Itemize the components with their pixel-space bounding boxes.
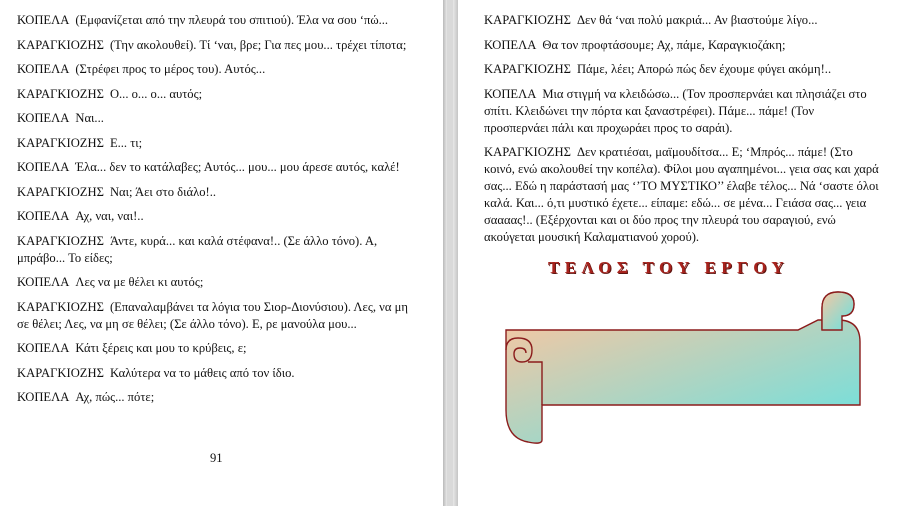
scroll-body — [506, 320, 860, 443]
speaker-name: ΚΑΡΑΓΚΙΟΖΗΣ — [484, 62, 571, 76]
dialogue-text: Αχ, ναι, ναι!.. — [75, 209, 144, 223]
dialogue-line — [17, 365, 422, 382]
speaker-name: ΚΑΡΑΓΚΙΟΖΗΣ — [17, 299, 104, 314]
dialogue-line — [484, 86, 879, 137]
speaker-name: ΚΟΠΕΛΑ — [17, 111, 70, 125]
page-number: 91 — [210, 451, 223, 465]
speaker-name: ΚΟΠΕΛΑ — [17, 390, 70, 404]
left-page — [0, 0, 443, 506]
dialogue-line — [17, 299, 422, 333]
dialogue-text: Δεν κρατιέσαι, μαϊμουδίτσα... Ε; ‘Μπρός... πάμε! (Στο κοινό, ενώ ακολουθεί την κοπέλα). Φίλοι μου αγαπημένοι... γεια σας και χαρά σας... Εδώ η παράστασή μας ‘’ΤΟ ΜΥΣΤΙΚΟ’’ έλαβε τέλος... Νά ‘σαστε όλοι καλά. Και... ό,τι μυστικό έχετε... είπαμε: εδώ... σε μένα... Γειάσα σας... γεια σαααας!.. (Εξέρχονται και οι δύο προς την πλευρά του σαραγιού, ενώ ακούγεται μουσική Καλαματιανού χορού). — [484, 145, 879, 244]
speaker-name: ΚΑΡΑΓΚΙΟΖΗΣ — [17, 365, 104, 380]
dialogue-line — [17, 208, 422, 225]
dialogue-text: (Εμφανίζεται από την πλευρά του σπιτιού). Έλα να σου ‘πώ... — [75, 13, 389, 27]
dialogue-line — [17, 61, 422, 78]
dialogue-line — [17, 340, 422, 357]
speaker-name: ΚΑΡΑΓΚΙΟΖΗΣ — [17, 86, 104, 101]
dialogue-text: Ε... τι; — [109, 135, 143, 150]
dialogue-line — [17, 159, 422, 176]
dialogue-line — [17, 37, 422, 54]
dialogue-text: Θα τον προφτάσουμε; Αχ, πάμε, Καραγκιοζάκη; — [542, 37, 786, 52]
dialogue-text: Ναι; Άει στο διάλο!.. — [109, 184, 217, 199]
dialogue-line — [17, 233, 422, 267]
dialogue-text: Πάμε, λέει; Απορώ πώς δεν έχουμε φύγει ακόμη!.. — [576, 62, 832, 76]
speaker-name: ΚΑΡΑΓΚΙΟΖΗΣ — [17, 135, 104, 150]
right-page-text — [484, 12, 901, 246]
dialogue-text: Ο... ο... ο... αυτός; — [109, 86, 203, 101]
the-end-title: ΤΕΛΟΣ ΤΟΥ ΕΡΓΟΥ — [548, 258, 790, 277]
dialogue-text: Αχ, πώς... πότε; — [75, 390, 155, 404]
scroll-banner-icon — [498, 290, 868, 450]
speaker-name: ΚΟΠΕΛΑ — [17, 209, 70, 223]
page-gutter-left — [443, 0, 447, 506]
dialogue-text: Έλα... δεν το κατάλαβες; Αυτός... μου... μου άρεσε αυτός, καλέ! — [75, 160, 400, 174]
speaker-name: ΚΑΡΑΓΚΙΟΖΗΣ — [17, 37, 104, 52]
dialogue-line — [484, 144, 879, 246]
speaker-name: ΚΟΠΕΛΑ — [17, 341, 70, 355]
dialogue-text: Ναι... — [75, 111, 104, 125]
speaker-name: ΚΑΡΑΓΚΙΟΖΗΣ — [484, 13, 571, 27]
dialogue-line — [17, 274, 422, 291]
right-page — [458, 0, 901, 506]
dialogue-line — [17, 86, 422, 103]
speaker-name: ΚΟΠΕΛΑ — [484, 37, 537, 52]
speaker-name: ΚΟΠΕΛΑ — [17, 13, 70, 27]
dialogue-line — [17, 12, 422, 29]
dialogue-text: Μια στιγμή να κλειδώσω... (Τον προσπερνάει και πλησιάζει στο σπίτι. Κλειδώνει την πόρτα και ξαναστρέφει). Πάμε... πάμε! (Τον προσπερνάει πάλι και προχωράει προς το σαράι). — [484, 86, 867, 135]
dialogue-line — [17, 184, 422, 201]
speaker-name: ΚΑΡΑΓΚΙΟΖΗΣ — [17, 233, 104, 248]
dialogue-line — [17, 110, 422, 127]
speaker-name: ΚΟΠΕΛΑ — [17, 160, 70, 174]
speaker-name: ΚΟΠΕΛΑ — [17, 275, 70, 289]
speaker-name: ΚΟΠΕΛΑ — [17, 62, 70, 76]
speaker-name: ΚΑΡΑΓΚΙΟΖΗΣ — [17, 184, 104, 199]
dialogue-text: (Επαναλαμβάνει τα λόγια του Σιορ-Διονύσιου). Λες, να μη σε θέλει; Λες, να μη σε θέλει; (Σε άλλο τόνο). Ε, ρε μανούλα μου... — [17, 299, 408, 331]
dialogue-text: (Την ακολουθεί). Τί ‘ναι, βρε; Για πες μου... τρέχει τίποτα; — [109, 37, 407, 52]
dialogue-text: Καλύτερα να το μάθεις από τον ίδιο. — [109, 365, 295, 380]
dialogue-line — [17, 389, 422, 406]
dialogue-line — [17, 135, 422, 152]
dialogue-text: Κάτι ξέρεις και μου το κρύβεις, ε; — [75, 341, 247, 355]
dialogue-text: Δεν θά ‘ναι πολύ μακριά... Αν βιαστούμε λίγο... — [576, 13, 818, 27]
speaker-name: ΚΑΡΑΓΚΙΟΖΗΣ — [484, 145, 571, 159]
dialogue-line — [484, 61, 879, 78]
speaker-name: ΚΟΠΕΛΑ — [484, 86, 537, 101]
dialogue-text: Άντε, κυρά... και καλά στέφανα!.. (Σε άλλο τόνο). Α, μπράβο... Το είδες; — [17, 233, 378, 265]
dialogue-text: (Στρέφει προς το μέρος του). Αυτός... — [75, 62, 266, 76]
dialogue-line — [484, 37, 879, 54]
left-page-text — [17, 12, 443, 406]
dialogue-text: Λες να με θέλει κι αυτός; — [75, 275, 204, 289]
dialogue-line — [484, 12, 879, 29]
